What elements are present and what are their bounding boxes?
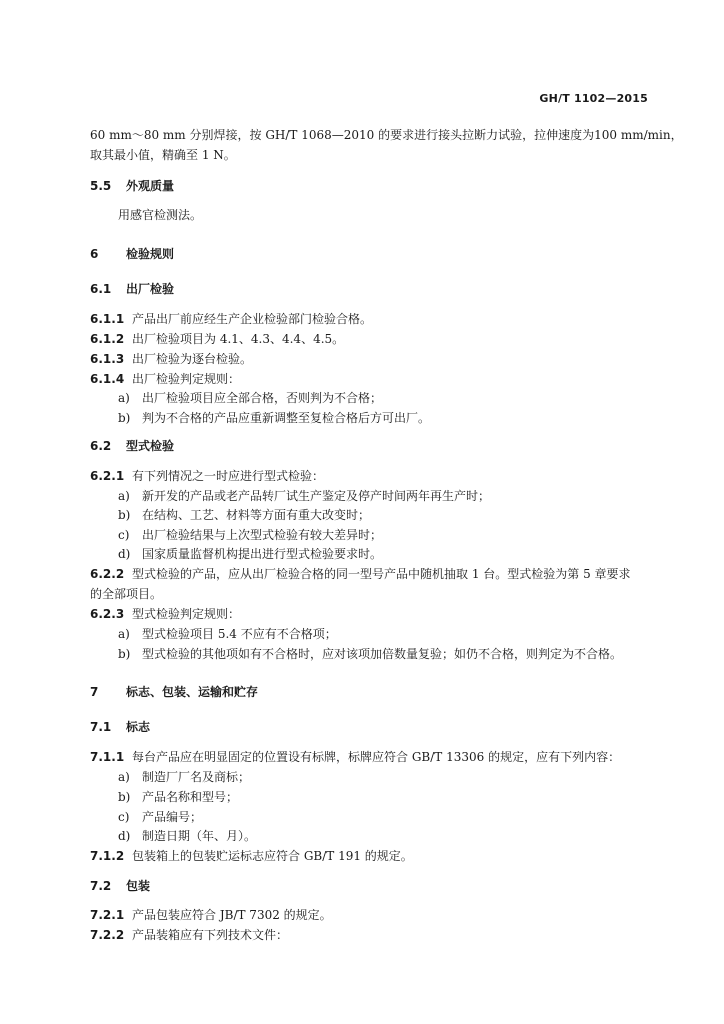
list-item bbox=[118, 626, 337, 642]
list-item bbox=[118, 507, 370, 523]
list-text: 型式检验的其他项如有不合格时，应对该项加倍数量复验；如仍不合格，则判定为不合格。 bbox=[142, 647, 623, 661]
list-item bbox=[118, 390, 382, 406]
section-title: 包装 bbox=[126, 879, 151, 893]
list-marker: b) bbox=[118, 790, 131, 804]
section-title: 型式检验 bbox=[126, 439, 175, 453]
clause-number: 6.1.3 bbox=[90, 352, 125, 366]
chapter-7-heading bbox=[90, 684, 650, 700]
chapter-number: 6 bbox=[90, 247, 99, 261]
list-item bbox=[118, 828, 256, 844]
section-number: 5.5 bbox=[90, 179, 112, 193]
clause-6-2-3 bbox=[90, 606, 650, 622]
section-7-1-heading bbox=[90, 719, 650, 735]
list-text: 国家质量监督机构提出进行型式检验要求时。 bbox=[142, 547, 383, 561]
clause-7-1-2 bbox=[90, 848, 650, 864]
clause-7-2-1 bbox=[90, 907, 650, 923]
list-text: 在结构、工艺、材料等方面有重大改变时； bbox=[142, 508, 371, 522]
list-marker: a) bbox=[118, 391, 130, 405]
section-number: 6.2 bbox=[90, 439, 112, 453]
list-text: 判为不合格的产品应重新调整至复检合格后方可出厂。 bbox=[142, 411, 431, 425]
clause-6-2-2-cont: 的全部项目。 bbox=[90, 587, 163, 601]
clause-6-1-3 bbox=[90, 351, 650, 367]
clause-6-1-1 bbox=[90, 311, 650, 327]
clause-text: 型式检验判定规则： bbox=[132, 607, 241, 621]
clause-number: 7.2.1 bbox=[90, 908, 125, 922]
clause-text: 产品包装应符合 JB/T 7302 的规定。 bbox=[132, 908, 332, 922]
chapter-title: 检验规则 bbox=[126, 247, 175, 261]
list-item bbox=[118, 546, 382, 562]
clause-text: 出厂检验为逐台检验。 bbox=[132, 352, 253, 366]
section-7-2-heading bbox=[90, 878, 650, 894]
clause-text: 型式检验的产品，应从出厂检验合格的同一型号产品中随机抽取 1 台。型式检验为第 5 章要求 bbox=[132, 567, 631, 581]
clause-text: 每台产品应在明显固定的位置设有标牌，标牌应符合 GB/T 13306 的规定，应有下列内容： bbox=[132, 750, 621, 764]
list-marker: c) bbox=[118, 810, 130, 824]
chapter-title: 标志、包装、运输和贮存 bbox=[126, 685, 259, 699]
list-text: 出厂检验结果与上次型式检验有较大差异时； bbox=[142, 528, 383, 542]
clause-6-1-2 bbox=[90, 331, 650, 347]
list-marker: a) bbox=[118, 770, 130, 784]
section-5-5-text: 用感官检测法。 bbox=[118, 208, 203, 222]
list-item bbox=[118, 527, 382, 543]
list-item bbox=[118, 488, 490, 504]
clause-number: 6.1.1 bbox=[90, 312, 125, 326]
clause-text: 产品装箱应有下列技术文件： bbox=[132, 928, 289, 942]
section-number: 6.1 bbox=[90, 282, 112, 296]
section-title: 外观质量 bbox=[126, 179, 175, 193]
clause-number: 7.2.2 bbox=[90, 928, 125, 942]
chapter-number: 7 bbox=[90, 685, 99, 699]
list-item bbox=[118, 789, 238, 805]
list-item bbox=[118, 809, 202, 825]
clause-number: 6.2.3 bbox=[90, 607, 125, 621]
clause-number: 7.1.1 bbox=[90, 750, 125, 764]
standard-code: GH/T 1102—2015 bbox=[539, 92, 648, 105]
list-text: 出厂检验项目应全部合格，否则判为不合格； bbox=[142, 391, 383, 405]
clause-6-1-4 bbox=[90, 371, 650, 387]
clause-text: 有下列情况之一时应进行型式检验： bbox=[132, 469, 325, 483]
clause-number: 6.1.4 bbox=[90, 372, 125, 386]
section-number: 7.2 bbox=[90, 879, 112, 893]
clause-7-1-1 bbox=[90, 749, 650, 765]
list-marker: a) bbox=[118, 489, 130, 503]
section-title: 标志 bbox=[126, 720, 151, 734]
list-marker: b) bbox=[118, 508, 131, 522]
clause-number: 6.2.1 bbox=[90, 469, 125, 483]
list-text: 产品名称和型号； bbox=[142, 790, 239, 804]
list-marker: d) bbox=[118, 547, 131, 561]
list-text: 产品编号； bbox=[142, 810, 203, 824]
list-item bbox=[118, 410, 430, 426]
section-6-2-heading bbox=[90, 438, 650, 454]
list-marker: b) bbox=[118, 411, 131, 425]
section-5-5-heading bbox=[90, 178, 650, 194]
section-title: 出厂检验 bbox=[126, 282, 175, 296]
clause-text: 包装箱上的包装贮运标志应符合 GB/T 191 的规定。 bbox=[132, 849, 413, 863]
clause-7-2-2 bbox=[90, 927, 650, 943]
clause-6-2-1 bbox=[90, 468, 650, 484]
list-text: 制造厂厂名及商标； bbox=[142, 770, 251, 784]
clause-text: 出厂检验项目为 4.1、4.3、4.4、4.5。 bbox=[132, 332, 345, 346]
list-item bbox=[118, 769, 250, 785]
section-6-1-heading bbox=[90, 281, 650, 297]
section-number: 7.1 bbox=[90, 720, 112, 734]
chapter-6-heading bbox=[90, 246, 650, 262]
list-marker: d) bbox=[118, 829, 131, 843]
intro-line-1: 60 mm～80 mm 分别焊接，按 GH/T 1068—2010 的要求进行接头拉断力试验，拉伸速度为100 mm/min， bbox=[90, 128, 683, 142]
clause-number: 7.1.2 bbox=[90, 849, 125, 863]
list-marker: a) bbox=[118, 627, 130, 641]
clause-number: 6.2.2 bbox=[90, 567, 125, 581]
list-text: 制造日期（年、月）。 bbox=[142, 829, 257, 843]
clause-text: 出厂检验判定规则： bbox=[132, 372, 241, 386]
list-marker: b) bbox=[118, 647, 131, 661]
clause-text: 产品出厂前应经生产企业检验部门检验合格。 bbox=[132, 312, 373, 326]
intro-line-2: 取其最小值，精确至 1 N。 bbox=[90, 148, 236, 162]
list-text: 型式检验项目 5.4 不应有不合格项； bbox=[142, 627, 337, 641]
clause-6-2-2 bbox=[90, 566, 650, 582]
list-text: 新开发的产品或老产品转厂试生产鉴定及停产时间两年再生产时； bbox=[142, 489, 491, 503]
list-item bbox=[118, 646, 622, 662]
clause-number: 6.1.2 bbox=[90, 332, 125, 346]
list-marker: c) bbox=[118, 528, 130, 542]
